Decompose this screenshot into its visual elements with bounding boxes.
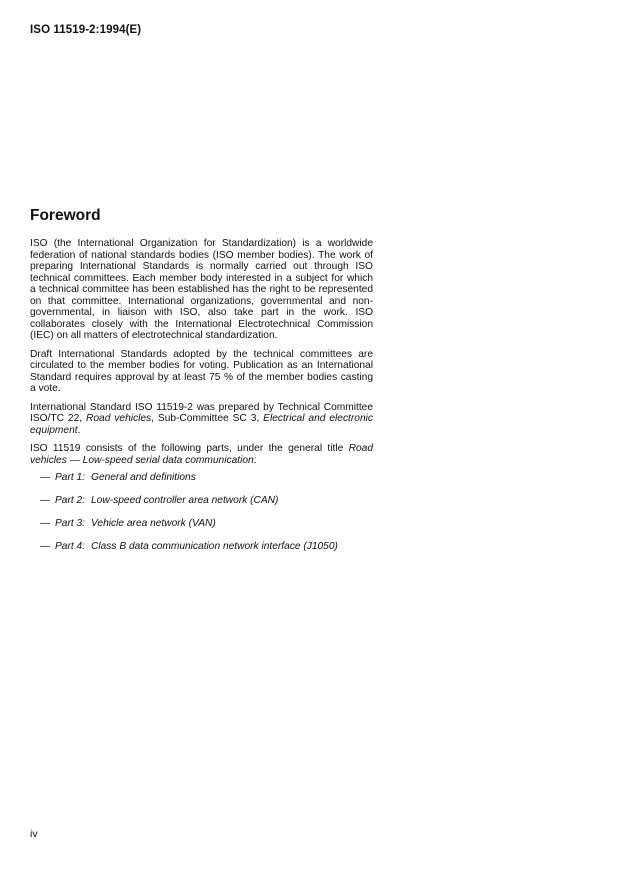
list-dash: — [40, 541, 51, 552]
list-dash: — [40, 518, 51, 529]
foreword-body [30, 238, 373, 564]
part-number: Part 1: [55, 472, 86, 483]
part-number: Part 3: [55, 518, 86, 529]
part-title: General and definitions [91, 472, 196, 483]
document-reference: ISO 11519-2:1994(E) [30, 24, 142, 36]
parts-list [30, 472, 373, 553]
part-number: Part 2: [55, 495, 86, 506]
paragraph-committee [30, 402, 373, 437]
parts-intro-general-title: Road vehicles — Low-speed serial data communication [30, 443, 373, 466]
part-number: Part 4: [55, 541, 86, 552]
parts-intro-text-a: ISO 11519 consists of the following parts, under the general title [30, 443, 349, 454]
committee-italic-road-vehicles: Road vehicles [86, 413, 152, 424]
list-dash: — [40, 472, 51, 483]
page-number: iv [30, 828, 38, 840]
paragraph-voting: Draft International Standards adopted by the technical committees are circulated to the member bodies for voting. Publication as an International Standard requires approval by at least 75 % of the member bodies casting a vote. [30, 348, 373, 394]
parts-intro-text-b: : [253, 454, 257, 466]
list-item [40, 541, 373, 553]
page-title: Foreword [30, 207, 101, 224]
committee-text-b: , Sub-Committee SC 3, [151, 413, 264, 424]
list-item [40, 518, 373, 530]
paragraph-iso-intro: ISO (the International Organization for Standardization) is a worldwide federation of national standards bodies (ISO member bodies). The work of preparing International Standards is normally carried out through ISO technical committees. Each member body interested in a subject for which a technical committee has been established has the right to be represented on that committee. International organizations, governmental and non-governmental, in liaison with ISO, also take part in the work. ISO collaborates closely with the International Electrotechnical Commission (IEC) on all matters of electrotechnical standardization. [30, 238, 373, 341]
committee-text-c: . [77, 424, 81, 436]
part-title: Low-speed controller area network (CAN) [91, 495, 279, 506]
committee-italic-equipment: Electrical and electronic equipment [30, 413, 373, 436]
list-item [40, 495, 373, 507]
committee-text-a: International Standard ISO 11519-2 was prepared by Technical Committee ISO/TC 22, [30, 401, 373, 424]
list-item [40, 472, 373, 484]
paragraph-parts-intro [30, 443, 373, 466]
part-title: Class B data communication network interface (J1050) [91, 541, 338, 552]
list-dash: — [40, 495, 51, 506]
part-title: Vehicle area network (VAN) [91, 518, 216, 529]
